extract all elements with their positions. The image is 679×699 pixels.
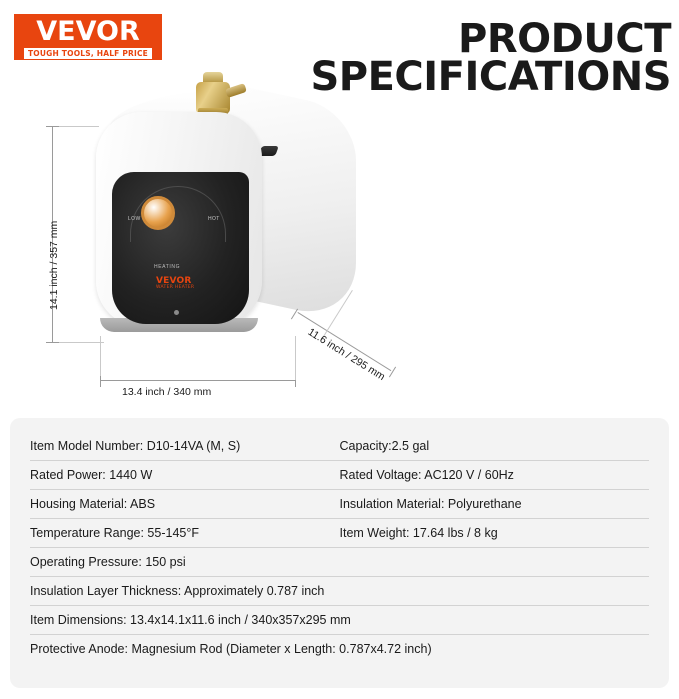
spec-rated-voltage: Rated Voltage: AC120 V / 60Hz <box>339 467 514 482</box>
spec-item-weight: Item Weight: 17.64 lbs / 8 kg <box>339 525 498 540</box>
table-row <box>30 461 649 490</box>
spec-temperature-range: Temperature Range: 55-145°F <box>30 525 199 540</box>
height-tick-top <box>46 126 59 127</box>
brand-name: VEVOR <box>36 15 140 47</box>
spec-insulation-thickness: Insulation Layer Thickness: Approximately 0.787 inch <box>30 583 325 598</box>
table-row <box>30 519 649 548</box>
spec-insulation-material: Insulation Material: Polyurethane <box>339 496 522 511</box>
status-led <box>174 310 179 315</box>
width-dimension-label: 13.4 inch / 340 mm <box>122 386 212 398</box>
width-guide-right <box>295 336 296 380</box>
table-row <box>30 577 649 606</box>
spec-operating-pressure: Operating Pressure: 150 psi <box>30 554 186 569</box>
height-guide-top <box>59 126 99 127</box>
spec-housing-material: Housing Material: ABS <box>30 496 156 511</box>
spec-item-dimensions: Item Dimensions: 13.4x14.1x11.6 inch / 340x357x295 mm <box>30 612 351 627</box>
spec-capacity: Capacity:2.5 gal <box>339 438 430 453</box>
table-row <box>30 635 649 664</box>
spec-rated-power: Rated Power: 1440 W <box>30 467 153 482</box>
table-row <box>30 606 649 635</box>
panel-brand-text: VEVOR <box>156 276 192 286</box>
dial-hot-label: HOT <box>208 216 220 222</box>
heating-label: HEATING <box>154 264 181 270</box>
spec-protective-anode: Protective Anode: Magnesium Rod (Diameter x Length: 0.787x4.72 inch) <box>30 642 432 656</box>
brand-tagline: TOUGH TOOLS, HALF PRICE <box>24 48 152 59</box>
brand-logo <box>14 14 162 60</box>
depth-tick-far <box>389 367 396 378</box>
depth-dimension-label: 11.6 inch / 295 mm <box>305 326 388 384</box>
spec-model-number: Item Model Number: D10-14VA (M, S) <box>30 438 241 453</box>
table-row <box>30 548 649 577</box>
specifications-table <box>10 418 669 688</box>
panel-brand-mark <box>156 277 194 291</box>
height-dimension-label: 14.1 inch / 357 mm <box>48 220 60 310</box>
page-title-line2: SPECIFICATIONS <box>310 54 671 101</box>
depth-tick-near <box>291 309 298 320</box>
width-dimension-line <box>100 380 296 381</box>
width-guide-left <box>100 336 101 376</box>
table-row <box>30 490 649 519</box>
panel-brand-sub: WATER HEATER <box>156 285 195 291</box>
table-row <box>30 432 649 461</box>
control-panel <box>112 172 249 324</box>
depth-dimension-line <box>297 312 391 371</box>
page-title-line1: PRODUCT <box>458 16 671 62</box>
temperature-dial[interactable] <box>141 196 175 230</box>
product-illustration <box>0 54 679 410</box>
height-guide-bottom <box>59 342 104 343</box>
height-tick-bottom <box>46 342 59 343</box>
dial-low-label: LOW <box>128 216 141 222</box>
